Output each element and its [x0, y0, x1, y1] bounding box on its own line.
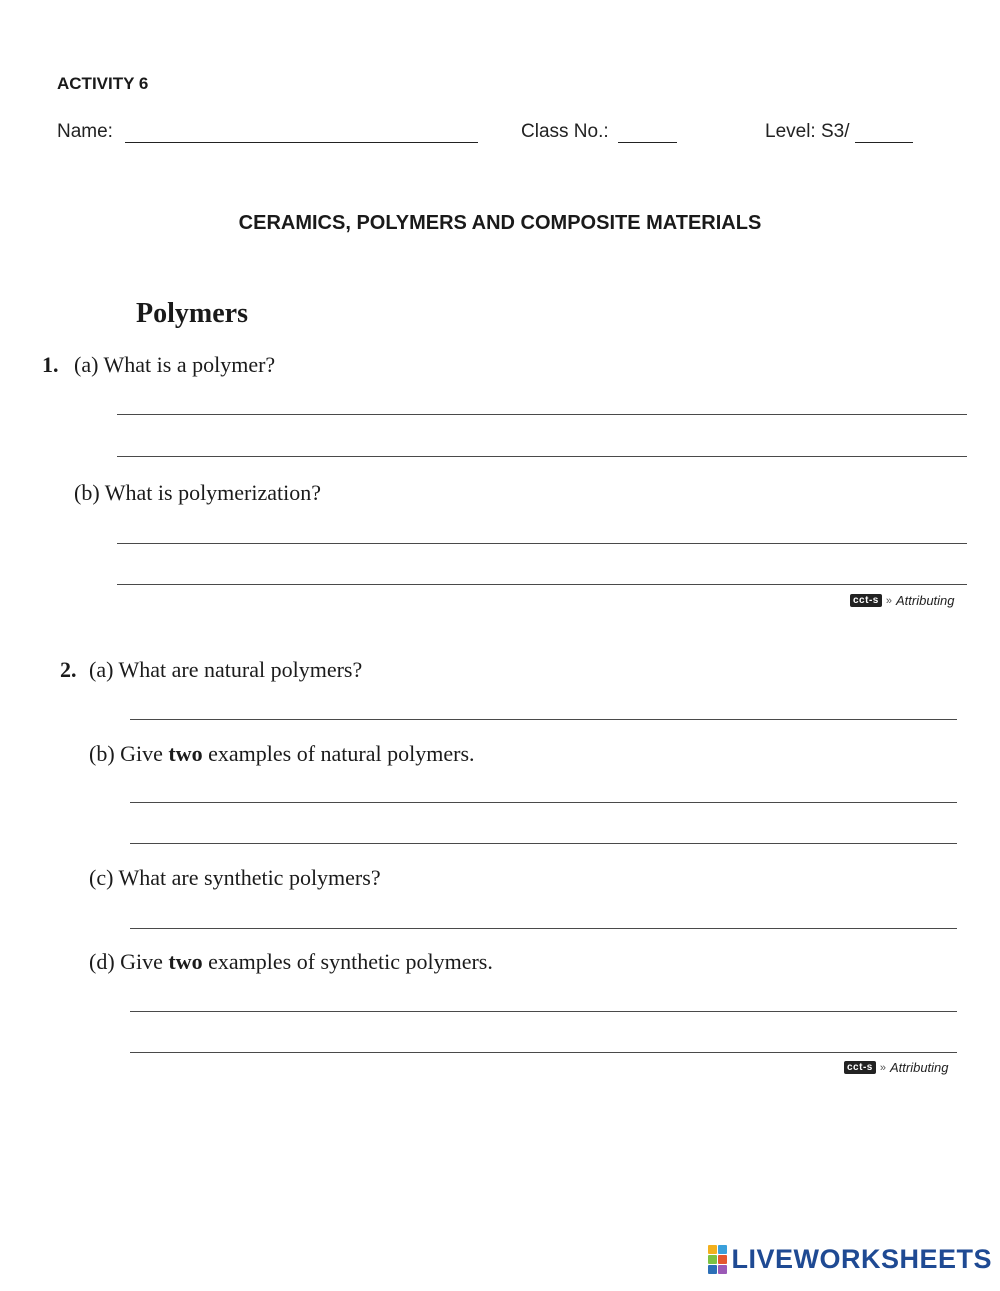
question-1b-text: (b) What is polymerization? [74, 480, 322, 505]
question-2-number: 2. [60, 657, 77, 682]
name-field[interactable] [125, 142, 478, 143]
section-title: Polymers [136, 298, 248, 329]
liveworksheets-wordmark: LIVEWORKSHEETS [731, 1244, 992, 1274]
answer-line-2d-2[interactable] [130, 1052, 957, 1053]
activity-label: ACTIVITY 6 [57, 74, 149, 93]
question-2c-text: (c) What are synthetic polymers? [89, 865, 381, 890]
question-2b-text: (b) Give two examples of natural polymers. [89, 741, 475, 766]
liveworksheets-tiles-icon [708, 1245, 727, 1274]
attributing-label: Attributing [889, 1060, 949, 1075]
attributing-badge-2 [844, 1060, 949, 1075]
cct-logo-icon: cct-s [850, 594, 882, 607]
name-label: Name: [57, 121, 113, 142]
answer-line-2b-1[interactable] [130, 802, 957, 803]
cct-logo-icon: cct-s [844, 1061, 876, 1074]
double-chevron-icon: » [879, 1061, 886, 1074]
attributing-badge-1 [850, 593, 955, 608]
question-2a-text: (a) What are natural polymers? [89, 657, 363, 682]
liveworksheets-logo [708, 1244, 992, 1275]
question-1a-text: (a) What is a polymer? [74, 352, 276, 377]
answer-line-2d-1[interactable] [130, 1011, 957, 1012]
class-number-field[interactable] [618, 142, 677, 143]
question-1-number: 1. [42, 352, 59, 377]
level-field[interactable] [855, 142, 913, 143]
attributing-label: Attributing [895, 593, 955, 608]
worksheet-title: CERAMICS, POLYMERS AND COMPOSITE MATERIALS [238, 212, 762, 234]
question-2d-text: (d) Give two examples of synthetic polymers. [89, 949, 493, 974]
answer-line-1b-1[interactable] [117, 543, 967, 544]
answer-line-2b-2[interactable] [130, 843, 957, 844]
double-chevron-icon: » [885, 594, 892, 607]
answer-line-1b-2[interactable] [117, 584, 967, 585]
answer-line-1a-2[interactable] [117, 456, 967, 457]
class-number-label: Class No.: [521, 121, 609, 142]
answer-line-2a-1[interactable] [130, 719, 957, 720]
level-label: Level: S3/ [765, 121, 850, 142]
answer-line-2c-1[interactable] [130, 928, 957, 929]
answer-line-1a-1[interactable] [117, 414, 967, 415]
